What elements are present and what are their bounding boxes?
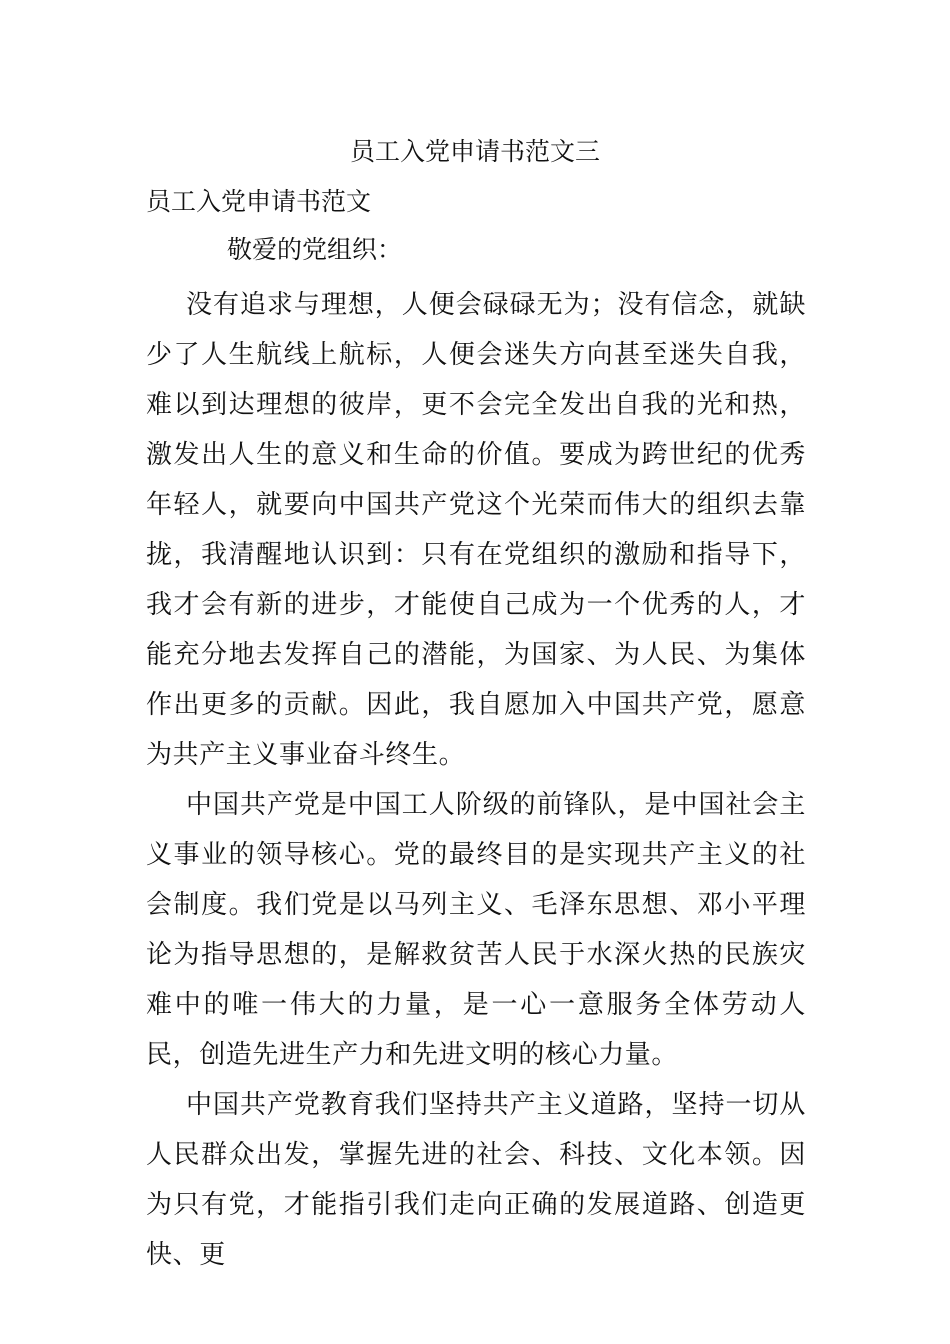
body-text [146,280,806,1280]
paragraph-3: 中国共产党教育我们坚持共产主义道路，坚持一切从人民群众出发，掌握先进的社会、科技、文化本领。因为只有党，才能指引我们走向正确的发展道路、创造更快、更 [146,1090,806,1270]
paragraph-1: 没有追求与理想，人便会碌碌无为；没有信念，就缺少了人生航线上航标，人便会迷失方向甚至迷失自我，难以到达理想的彼岸，更不会完全发出自我的光和热，激发出人生的意义和生命的价值。要成为跨世纪的优秀年轻人，就要向中国共产党这个光荣而伟大的组织去靠拢，我清醒地认识到：只有在党组织的激励和指导下，我才会有新的进步，才能使自己成为一个优秀的人，才能充分地去发挥自己的潜能，为国家、为人民、为集体作出更多的贡献。因此，我自愿加入中国共产党，愿意为共产主义事业奋斗终生。 [146,290,806,770]
paragraph-2: 中国共产党是中国工人阶级的前锋队，是中国社会主义事业的领导核心。党的最终目的是实现共产主义的社会制度。我们党是以马列主义、毛泽东思想、邓小平理论为指导思想的，是解救贫苦人民于水深火热的民族灾难中的唯一伟大的力量，是一心一意服务全体劳动人民，创造先进生产力和先进文明的核心力量。 [146,790,806,1070]
document-subtitle: 员工入党申请书范文 [146,187,372,216]
document-title: 员工入党申请书范文三 [349,137,600,166]
salutation: 敬爱的党组织： [227,235,403,264]
